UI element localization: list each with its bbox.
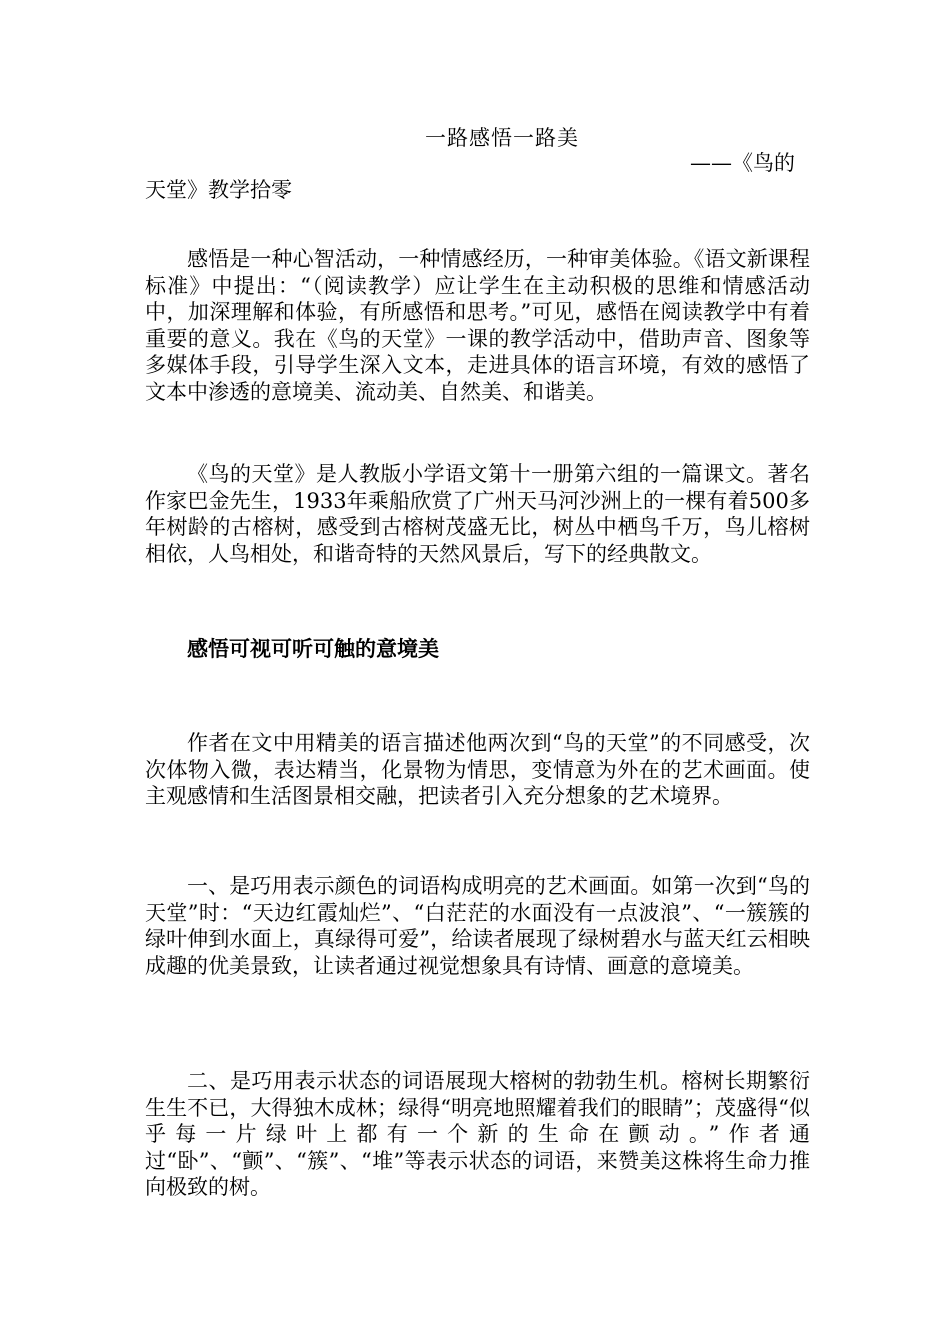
background-paragraph: 《鸟的天堂》是人教版小学语文第十一册第六组的一篇课文。著名作家巴金先生，1933年乘船欣赏了广州天马河沙洲上的一棵有着500多年树龄的古榕树，感受到古榕树茂盛无比，树丛中栖鸟千万，鸟儿榕树相依，人鸟相处，和谐奇特的天然风景后，写下的经典散文。 — [145, 462, 810, 566]
intro-paragraph: 感悟是一种心智活动，一种情感经历，一种审美体验。《语文新课程标准》中提出：“（阅读教学）应让学生在主动积极的思维和情感活动中，加深理解和体验，有所感悟和思考。”可见，感悟在阅读教学中有着重要的意义。我在《鸟的天堂》一课的教学活动中，借助声音、图象等多媒体手段，引导学生深入文本，走进具体的语言环境，有效的感悟了文本中渗透的意境美、流动美、自然美、和谐美。 — [145, 247, 810, 404]
document-title: 一路感悟一路美 — [425, 126, 579, 150]
point-two-paragraph: 二、是巧用表示状态的词语展现大榕树的勃勃生机。榕树长期繁衍生生不已，大得独木成林；绿得“明亮地照耀着我们的眼睛”；茂盛得“似乎每一片绿叶上都有一个新的生命在颤动。”作者通过“卧”、“颤”、“簇”、“堆”等表示状态的词语，来赞美这株将生命力推向极致的树。 — [145, 1069, 810, 1199]
section-intro-paragraph: 作者在文中用精美的语言描述他两次到“鸟的天堂”的不同感受，次次体物入微，表达精当，化景物为情思，变情意为外在的艺术画面。使主观感情和生活图景相交融，把读者引入充分想象的艺术境界。 — [145, 731, 810, 808]
section-heading: 感悟可视可听可触的意境美 — [187, 636, 439, 661]
document-subtitle: ——《鸟的天堂》教学拾零 — [145, 151, 795, 202]
point-one-paragraph: 一、是巧用表示颜色的词语构成明亮的艺术画面。如第一次到“鸟的天堂”时：“天边红霞灿烂”、“白茫茫的水面没有一点波浪”、“一簇簇的绿叶伸到水面上，真绿得可爱”，给读者展现了绿树碧水与蓝天红云相映成趣的优美景致，让读者通过视觉想象具有诗情、画意的意境美。 — [145, 874, 810, 978]
